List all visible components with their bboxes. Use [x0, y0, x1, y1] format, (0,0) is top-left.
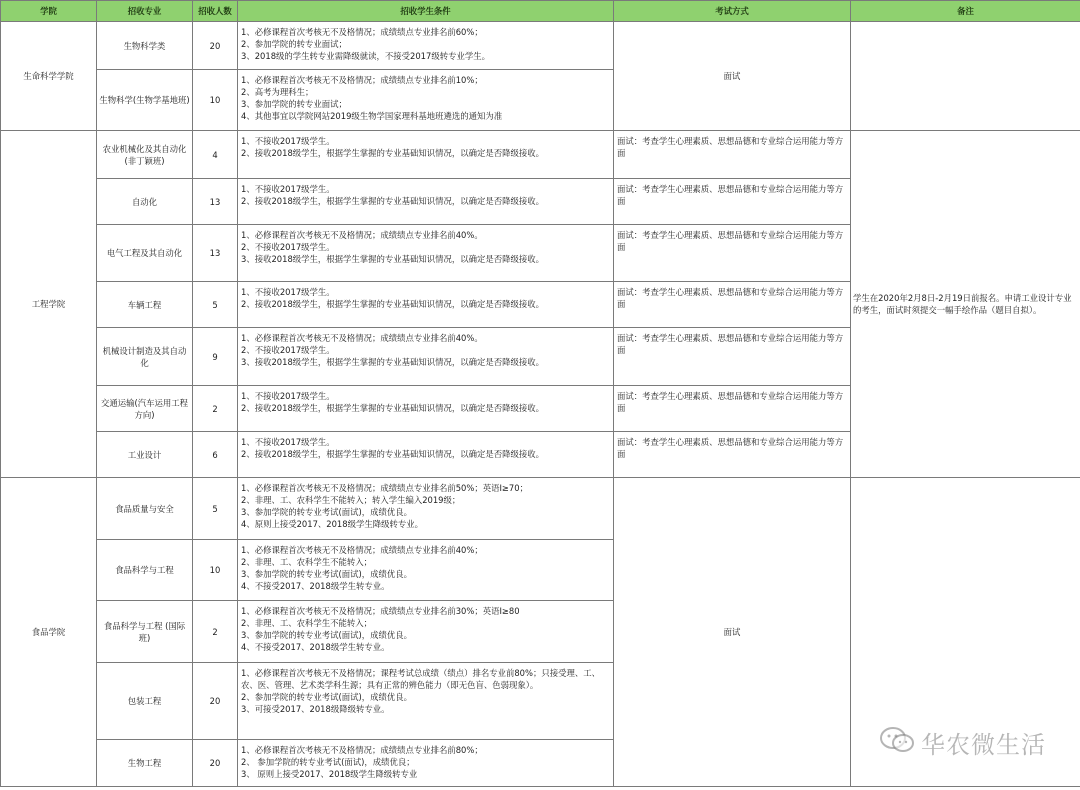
- exam-cell: 面试：考查学生心理素质、思想品德和专业综合运用能力等方面: [614, 225, 851, 282]
- wechat-icon: [879, 726, 915, 760]
- major-cell: 食品科学与工程 (国际班): [97, 601, 193, 663]
- count-cell: 13: [193, 179, 238, 225]
- major-cell: 电气工程及其自动化: [97, 225, 193, 282]
- header-college: 学院: [1, 1, 97, 22]
- header-count: 招收人数: [193, 1, 238, 22]
- major-cell: 交通运输(汽车运用工程方向): [97, 386, 193, 432]
- count-cell: 10: [193, 70, 238, 131]
- major-cell: 食品科学与工程: [97, 540, 193, 601]
- header-exam: 考试方式: [614, 1, 851, 22]
- conditions-cell: 1、不接收2017级学生。 2、接收2018级学生，根据学生掌握的专业基础知识情况，以确定是否降级接收。: [238, 282, 614, 328]
- header-remarks: 备注: [851, 1, 1080, 22]
- exam-cell: 面试: [614, 22, 851, 131]
- major-cell: 食品质量与安全: [97, 478, 193, 540]
- conditions-cell: 1、必修课程首次考核无不及格情况；成绩绩点专业排名前10%； 2、高考为理科生； 3、参加学院的转专业面试； 4、其他事宜以学院网站2019级生物学国家理科基地班遴选的通知为准: [238, 70, 614, 131]
- major-cell: 自动化: [97, 179, 193, 225]
- conditions-cell: 1、必修课程首次考核无不及格情况；成绩绩点专业排名前60%； 2、参加学院的转专业面试； 3、2018级的学生转专业需降级就读，不接受2017级转专业学生。: [238, 22, 614, 70]
- count-cell: 20: [193, 22, 238, 70]
- exam-cell: 面试：考查学生心理素质、思想品德和专业综合运用能力等方面: [614, 328, 851, 386]
- watermark: [879, 725, 1046, 760]
- major-cell: 生物科学(生物学基地班): [97, 70, 193, 131]
- remarks-cell: [851, 22, 1080, 131]
- exam-cell: 面试：考查学生心理素质、思想品德和专业综合运用能力等方面: [614, 131, 851, 179]
- conditions-cell: 1、必修课程首次考核无不及格情况；成绩绩点专业排名前40%； 2、非理、工、农科学生不能转入； 3、参加学院的转专业考试(面试)，成绩优良。 4、不接受2017、2018级学生转专业。: [238, 540, 614, 601]
- table-row: [1, 22, 1080, 70]
- header-major: 招收专业: [97, 1, 193, 22]
- count-cell: 4: [193, 131, 238, 179]
- count-cell: 6: [193, 432, 238, 478]
- college-cell: 生命科学学院: [1, 22, 97, 131]
- conditions-cell: 1、不接收2017级学生。 2、接收2018级学生，根据学生掌握的专业基础知识情况，以确定是否降级接收。: [238, 432, 614, 478]
- count-cell: 20: [193, 740, 238, 787]
- count-cell: 10: [193, 540, 238, 601]
- major-cell: 生物工程: [97, 740, 193, 787]
- count-cell: 20: [193, 663, 238, 740]
- count-cell: 13: [193, 225, 238, 282]
- conditions-cell: 1、必修课程首次考核无不及格情况；成绩绩点专业排名前80%； 2、 参加学院的转专业考试(面试)，成绩优良； 3、 原则上接受2017、2018级学生降级转专业: [238, 740, 614, 787]
- table-row: [1, 478, 1080, 540]
- remarks-cell: 学生在2020年2月8日-2月19日前报名。申请工业设计专业的考生，面试时须提交一幅手绘作品（题目自拟）。: [851, 131, 1080, 478]
- count-cell: 5: [193, 282, 238, 328]
- header-conditions: 招收学生条件: [238, 1, 614, 22]
- major-cell: 农业机械化及其自动化(非丁颖班): [97, 131, 193, 179]
- exam-cell: 面试：考查学生心理素质、思想品德和专业综合运用能力等方面: [614, 282, 851, 328]
- table-row: [1, 131, 1080, 179]
- major-cell: 车辆工程: [97, 282, 193, 328]
- count-cell: 9: [193, 328, 238, 386]
- conditions-cell: 1、必修课程首次考核无不及格情况；成绩绩点专业排名前40%。 2、不接收2017级学生。 3、接收2018级学生，根据学生掌握的专业基础知识情况，以确定是否降级接收。: [238, 328, 614, 386]
- college-cell: 食品学院: [1, 478, 97, 787]
- conditions-cell: 1、不接收2017级学生。 2、接收2018级学生，根据学生掌握的专业基础知识情况，以确定是否降级接收。: [238, 131, 614, 179]
- major-cell: 生物科学类: [97, 22, 193, 70]
- header-row: [1, 1, 1080, 22]
- exam-cell: 面试：考查学生心理素质、思想品德和专业综合运用能力等方面: [614, 432, 851, 478]
- conditions-cell: 1、必修课程首次考核无不及格情况；课程考试总成绩（绩点）排名专业前80%；只接受理、工、 农、医、管理、艺术类学科生源；具有正常的辨色能力（即无色盲、色弱现象）。 2、参加学院的转专业考试(面试)，成绩优良。 3、可接受2017、2018级降级转专业。: [238, 663, 614, 740]
- count-cell: 2: [193, 601, 238, 663]
- major-cell: 机械设计制造及其自动化: [97, 328, 193, 386]
- major-cell: 包装工程: [97, 663, 193, 740]
- count-cell: 2: [193, 386, 238, 432]
- count-cell: 5: [193, 478, 238, 540]
- conditions-cell: 1、不接收2017级学生。 2、接收2018级学生，根据学生掌握的专业基础知识情况，以确定是否降级接收。: [238, 179, 614, 225]
- conditions-cell: 1、必修课程首次考核无不及格情况；成绩绩点专业排名前30%；英语Ⅰ≥80 2、非理、工、农科学生不能转入； 3、参加学院的转专业考试(面试)，成绩优良。 4、不接受2017、2018级学生转专业。: [238, 601, 614, 663]
- watermark-text: 华农微生活: [921, 731, 1046, 759]
- exam-cell: 面试: [614, 478, 851, 787]
- conditions-cell: 1、必修课程首次考核无不及格情况；成绩绩点专业排名前50%；英语Ⅰ≥70； 2、非理、工、农科学生不能转入；转入学生编入2019级； 3、参加学院的转专业考试(面试)，成绩优良。 4、原则上接受2017、2018级学生降级转专业。: [238, 478, 614, 540]
- college-cell: 工程学院: [1, 131, 97, 478]
- exam-cell: 面试：考查学生心理素质、思想品德和专业综合运用能力等方面: [614, 179, 851, 225]
- major-cell: 工业设计: [97, 432, 193, 478]
- exam-cell: 面试：考查学生心理素质、思想品德和专业综合运用能力等方面: [614, 386, 851, 432]
- conditions-cell: 1、必修课程首次考核无不及格情况；成绩绩点专业排名前40%。 2、不接收2017级学生。 3、接收2018级学生，根据学生掌握的专业基础知识情况，以确定是否降级接收。: [238, 225, 614, 282]
- conditions-cell: 1、不接收2017级学生。 2、接收2018级学生，根据学生掌握的专业基础知识情况，以确定是否降级接收。: [238, 386, 614, 432]
